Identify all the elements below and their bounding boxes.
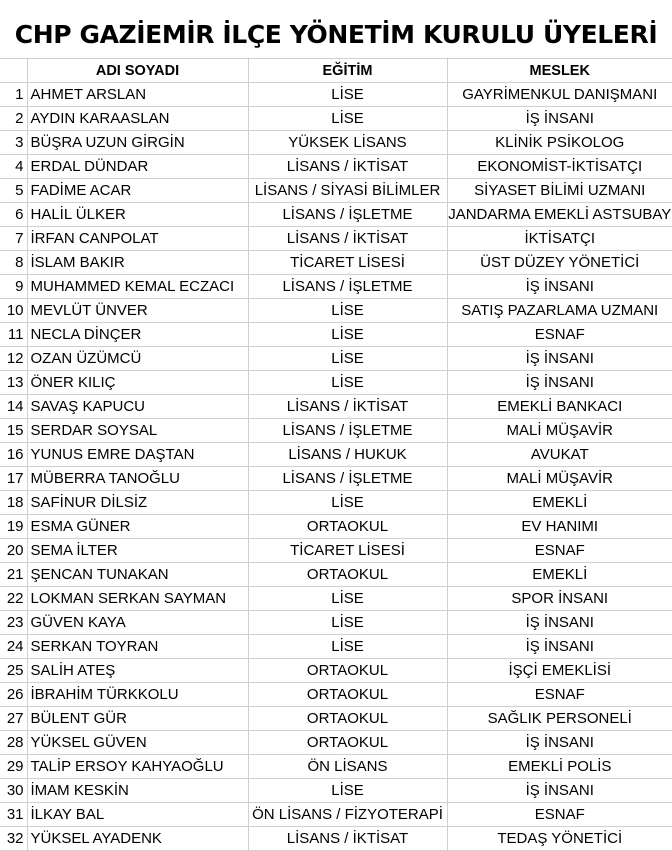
header-number [0,59,27,83]
table-row [0,419,672,443]
table-row [0,251,672,275]
member-name: SALİH ATEŞ [27,659,248,683]
member-name: İRFAN CANPOLAT [27,227,248,251]
member-profession: AVUKAT [447,443,672,467]
member-education: LİSE [248,83,447,107]
member-profession: İŞ İNSANI [447,347,672,371]
member-profession: İŞ İNSANI [447,107,672,131]
table-row [0,731,672,755]
table-row [0,179,672,203]
member-education: LİSANS / SİYASİ BİLİMLER [248,179,447,203]
table-row [0,347,672,371]
header-education: EĞİTİM [248,59,447,83]
table-row [0,395,672,419]
table-row [0,803,672,827]
row-number: 2 [0,107,27,131]
header-profession: MESLEK [447,59,672,83]
member-profession: ESNAF [447,803,672,827]
member-name: İSLAM BAKIR [27,251,248,275]
member-name: SEMA İLTER [27,539,248,563]
member-name: HALİL ÜLKER [27,203,248,227]
table-row [0,83,672,107]
row-number: 23 [0,611,27,635]
member-profession: İŞ İNSANI [447,635,672,659]
member-name: MEVLÜT ÜNVER [27,299,248,323]
member-education: LİSANS / İKTİSAT [248,827,447,851]
member-education: LİSANS / İŞLETME [248,203,447,227]
table-row [0,227,672,251]
row-number: 10 [0,299,27,323]
row-number: 18 [0,491,27,515]
table-row [0,443,672,467]
table-row [0,611,672,635]
member-name: İMAM KESKİN [27,779,248,803]
row-number: 14 [0,395,27,419]
member-education: LİSE [248,587,447,611]
member-education: YÜKSEK LİSANS [248,131,447,155]
members-table [0,58,672,851]
member-profession: İŞ İNSANI [447,731,672,755]
row-number: 22 [0,587,27,611]
member-education: LİSANS / İKTİSAT [248,227,447,251]
member-education: LİSANS / HUKUK [248,443,447,467]
member-name: AHMET ARSLAN [27,83,248,107]
table-row [0,299,672,323]
member-education: LİSANS / İŞLETME [248,419,447,443]
member-profession: SAĞLIK PERSONELİ [447,707,672,731]
member-education: LİSE [248,779,447,803]
row-number: 24 [0,635,27,659]
member-name: YUNUS EMRE DAŞTAN [27,443,248,467]
table-row [0,515,672,539]
row-number: 29 [0,755,27,779]
member-profession: KLİNİK PSİKOLOG [447,131,672,155]
row-number: 1 [0,83,27,107]
table-row [0,755,672,779]
member-profession: İŞ İNSANI [447,371,672,395]
member-name: MÜBERRA TANOĞLU [27,467,248,491]
row-number: 32 [0,827,27,851]
member-profession: SATIŞ PAZARLAMA UZMANI [447,299,672,323]
member-profession: JANDARMA EMEKLİ ASTSUBAY [447,203,672,227]
row-number: 31 [0,803,27,827]
table-row [0,779,672,803]
row-number: 5 [0,179,27,203]
member-name: GÜVEN KAYA [27,611,248,635]
member-profession: MALİ MÜŞAVİR [447,419,672,443]
member-education: ÖN LİSANS / FİZYOTERAPİ [248,803,447,827]
row-number: 17 [0,467,27,491]
member-name: SERDAR SOYSAL [27,419,248,443]
member-name: ESMA GÜNER [27,515,248,539]
table-row [0,563,672,587]
member-education: LİSANS / İŞLETME [248,467,447,491]
row-number: 21 [0,563,27,587]
member-name: TALİP ERSOY KAHYAOĞLU [27,755,248,779]
member-name: BÜŞRA UZUN GİRGİN [27,131,248,155]
member-name: BÜLENT GÜR [27,707,248,731]
row-number: 15 [0,419,27,443]
table-row [0,323,672,347]
table-row [0,587,672,611]
row-number: 27 [0,707,27,731]
row-number: 25 [0,659,27,683]
member-profession: İŞ İNSANI [447,275,672,299]
member-profession: ESNAF [447,683,672,707]
member-name: ERDAL DÜNDAR [27,155,248,179]
member-name: ŞENCAN TUNAKAN [27,563,248,587]
table-row [0,635,672,659]
member-profession: TEDAŞ YÖNETİCİ [447,827,672,851]
member-profession: ESNAF [447,323,672,347]
member-name: MUHAMMED KEMAL ECZACI [27,275,248,299]
row-number: 7 [0,227,27,251]
table-row [0,203,672,227]
member-education: LİSE [248,491,447,515]
member-education: ORTAOKUL [248,683,447,707]
header-row [0,59,672,83]
document-title: CHP GAZİEMİR İLÇE YÖNETİM KURULU ÜYELERİ [14,20,658,49]
row-number: 28 [0,731,27,755]
member-profession: EV HANIMI [447,515,672,539]
member-name: İBRAHİM TÜRKKOLU [27,683,248,707]
member-profession: İŞÇİ EMEKLİSİ [447,659,672,683]
row-number: 6 [0,203,27,227]
member-name: OZAN ÜZÜMCÜ [27,347,248,371]
member-education: LİSANS / İŞLETME [248,275,447,299]
member-education: LİSANS / İKTİSAT [248,395,447,419]
table-row [0,467,672,491]
table-row [0,827,672,851]
member-education: ORTAOKUL [248,707,447,731]
table-row [0,131,672,155]
member-name: LOKMAN SERKAN SAYMAN [27,587,248,611]
row-number: 19 [0,515,27,539]
row-number: 3 [0,131,27,155]
member-profession: EMEKLİ [447,563,672,587]
member-profession: ESNAF [447,539,672,563]
member-name: AYDIN KARAASLAN [27,107,248,131]
member-profession: EMEKLİ [447,491,672,515]
member-education: LİSE [248,611,447,635]
member-name: İLKAY BAL [27,803,248,827]
member-profession: GAYRİMENKUL DANIŞMANI [447,83,672,107]
row-number: 26 [0,683,27,707]
member-profession: EKONOMİST-İKTİSATÇI [447,155,672,179]
row-number: 20 [0,539,27,563]
table-row [0,107,672,131]
member-profession: İŞ İNSANI [447,779,672,803]
table-row [0,371,672,395]
row-number: 11 [0,323,27,347]
member-profession: SİYASET BİLİMİ UZMANI [447,179,672,203]
member-education: ORTAOKUL [248,515,447,539]
member-education: LİSE [248,347,447,371]
member-education: LİSE [248,635,447,659]
member-education: ÖN LİSANS [248,755,447,779]
member-name: YÜKSEL AYADENK [27,827,248,851]
member-education: LİSE [248,107,447,131]
member-name: YÜKSEL GÜVEN [27,731,248,755]
row-number: 13 [0,371,27,395]
table-row [0,659,672,683]
member-education: LİSE [248,323,447,347]
member-education: LİSE [248,299,447,323]
member-profession: ÜST DÜZEY YÖNETİCİ [447,251,672,275]
table-row [0,275,672,299]
member-profession: MALİ MÜŞAVİR [447,467,672,491]
member-profession: EMEKLİ POLİS [447,755,672,779]
row-number: 4 [0,155,27,179]
table-row [0,707,672,731]
member-name: NECLA DİNÇER [27,323,248,347]
table-row [0,491,672,515]
member-name: ÖNER KILIÇ [27,371,248,395]
row-number: 30 [0,779,27,803]
table-row [0,683,672,707]
member-education: ORTAOKUL [248,731,447,755]
member-profession: İŞ İNSANI [447,611,672,635]
member-education: ORTAOKUL [248,659,447,683]
member-name: SAVAŞ KAPUCU [27,395,248,419]
row-number: 12 [0,347,27,371]
row-number: 16 [0,443,27,467]
member-profession: EMEKLİ BANKACI [447,395,672,419]
table-row [0,155,672,179]
member-education: TİCARET LİSESİ [248,251,447,275]
member-name: SERKAN TOYRAN [27,635,248,659]
row-number: 9 [0,275,27,299]
member-profession: SPOR İNSANI [447,587,672,611]
member-education: LİSANS / İKTİSAT [248,155,447,179]
member-name: FADİME ACAR [27,179,248,203]
member-education: LİSE [248,371,447,395]
header-name: ADI SOYADI [27,59,248,83]
row-number: 8 [0,251,27,275]
member-profession: İKTİSATÇI [447,227,672,251]
member-name: SAFİNUR DİLSİZ [27,491,248,515]
member-education: ORTAOKUL [248,563,447,587]
table-row [0,539,672,563]
member-education: TİCARET LİSESİ [248,539,447,563]
